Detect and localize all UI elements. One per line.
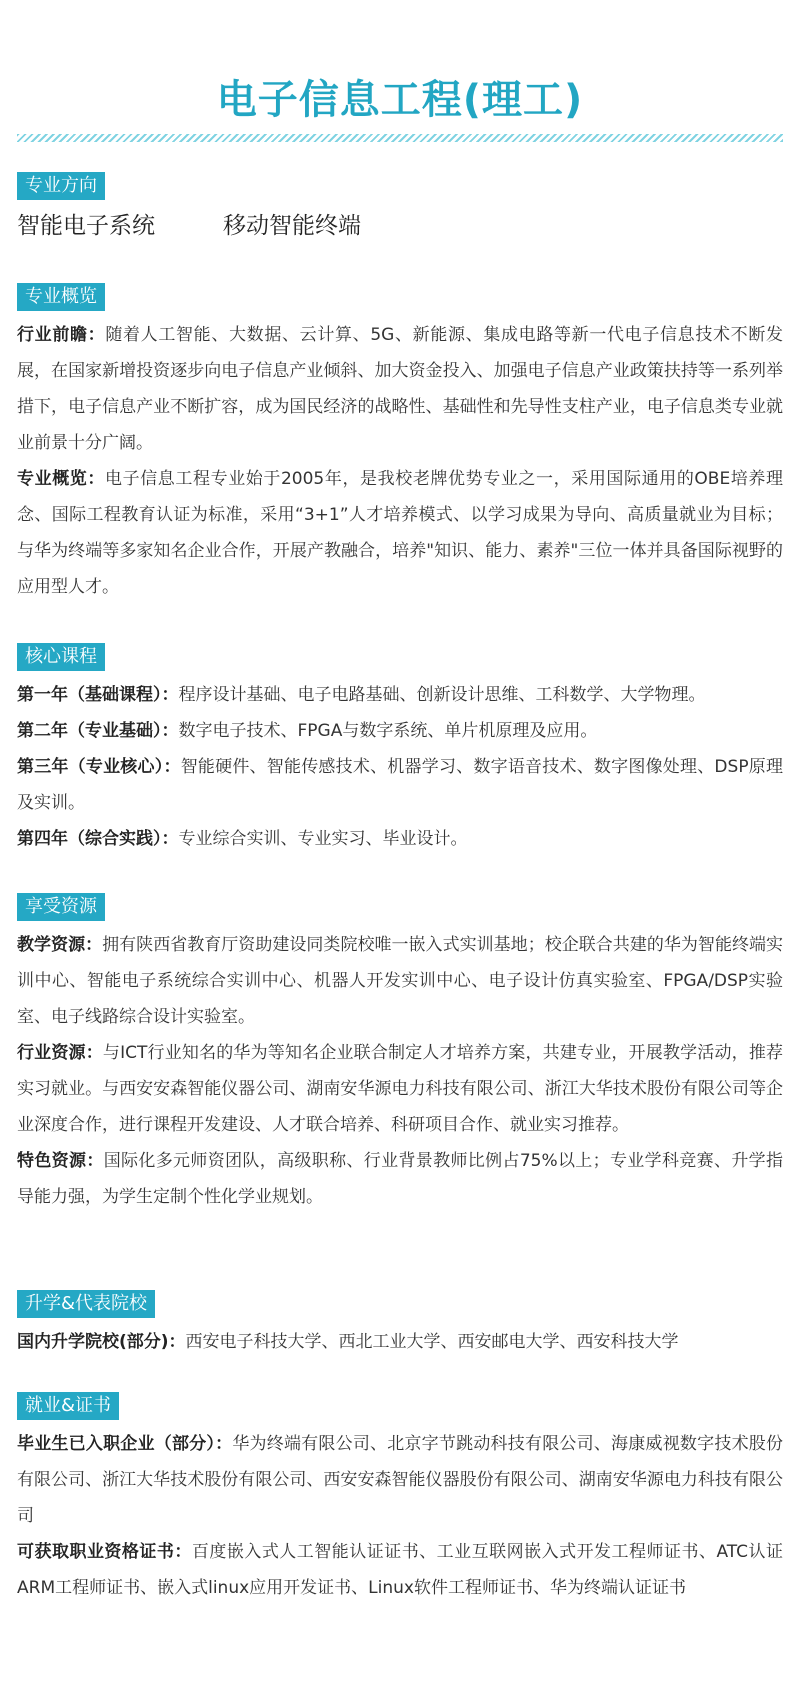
overview-paragraph: [17, 461, 783, 605]
paragraph-label: 毕业生已入职企业（部分）：: [17, 1434, 233, 1454]
title-divider: [17, 134, 783, 142]
paragraph-text: 百度嵌入式人工智能认证证书、工业互联网嵌入式开发工程师证书、ATC认证ARM工程师证书、嵌入式linux应用开发证书、Linux软件工程师证书、华为终端认证证书: [17, 1542, 784, 1598]
course-year: [17, 749, 783, 821]
page-title: 电子信息工程(理工): [216, 77, 584, 123]
section-tag-resources: 享受资源: [17, 893, 105, 921]
paragraph-label: 第四年（综合实践）：: [17, 829, 179, 849]
paragraph-label: 第三年（专业核心）：: [17, 757, 181, 777]
paragraph-label: 特色资源：: [17, 1151, 104, 1171]
section-career: [17, 1392, 783, 1606]
paragraph-label: 教学资源：: [17, 935, 103, 955]
paragraph-label: 国内升学院校(部分)：: [17, 1332, 186, 1352]
career-paragraph: [17, 1534, 783, 1606]
section-courses: [17, 643, 783, 857]
paragraph-text: 国际化多元师资团队，高级职称、行业背景教师比例占75%以上；专业学科竞赛、升学指导能力强，为学生定制个性化学业规划。: [17, 1151, 783, 1207]
paragraph-text: 程序设计基础、电子电路基础、创新设计思维、工科数学、大学物理。: [178, 685, 706, 705]
paragraph-label: 第二年（专业基础）：: [17, 721, 179, 741]
paragraph-text: 随着人工智能、大数据、云计算、5G、新能源、集成电路等新一代电子信息技术不断发展，在国家新增投资逐步向电子信息产业倾斜、加大资金投入、加强电子信息产业政策扶持等一系列举措下，电子信息产业不断扩容，成为国民经济的战略性、基础性和先导性支柱产业，电子信息类专业就业前景十分广阔。: [17, 325, 783, 453]
direction-item: 智能电子系统: [17, 213, 155, 239]
section-tag-direction: 专业方向: [17, 172, 105, 200]
section-direction: [17, 172, 783, 242]
paragraph-text: 与ICT行业知名的华为等知名企业联合制定人才培养方案，共建专业，开展教学活动，推荐实习就业。与西安安森智能仪器公司、湖南安华源电力科技有限公司、浙江大华技术股份有限公司等企业深度合作，进行课程开发建设、人才联合培养、科研项目合作、就业实习推荐。: [17, 1043, 783, 1135]
paragraph-label: 第一年（基础课程）：: [17, 685, 179, 705]
direction-item: 移动智能终端: [223, 213, 361, 239]
overview-paragraph: [17, 317, 783, 461]
paragraph-text: 西安电子科技大学、西北工业大学、西安邮电大学、西安科技大学: [185, 1332, 679, 1352]
paragraph-label: 可获取职业资格证书：: [17, 1542, 192, 1562]
paragraph-label: 行业前瞻：: [17, 325, 106, 345]
paragraph-text: 智能硬件、智能传感技术、机器学习、数字语音技术、数字图像处理、DSP原理及实训。: [17, 757, 784, 813]
course-year: [17, 677, 783, 713]
section-further-study: [17, 1290, 783, 1360]
section-tag-career: 就业&证书: [17, 1392, 119, 1420]
paragraph-text: 电子信息工程专业始于2005年，是我校老牌优势专业之一，采用国际通用的OBE培养理念、国际工程教育认证为标准，采用“3+1”人才培养模式、以学习成果为导向、高质量就业为目标；与华为终端等多家知名企业合作，开展产教融合，培养"知识、能力、素养"三位一体并具备国际视野的应用型人才。: [17, 469, 784, 597]
course-year: [17, 821, 783, 857]
career-paragraph: [17, 1426, 783, 1534]
resource-paragraph: [17, 1143, 783, 1215]
paragraph-text: 数字电子技术、FPGA与数字系统、单片机原理及应用。: [178, 721, 598, 741]
further-study-paragraph: [17, 1324, 783, 1360]
section-tag-courses: 核心课程: [17, 643, 105, 671]
course-year: [17, 713, 783, 749]
section-resources: [17, 893, 783, 1215]
resource-paragraph: [17, 1035, 783, 1143]
section-tag-overview: 专业概览: [17, 283, 105, 311]
direction-list: [17, 210, 783, 242]
resource-paragraph: [17, 927, 783, 1035]
paragraph-text: 专业综合实训、专业实习、毕业设计。: [178, 829, 468, 849]
section-overview: [17, 283, 783, 605]
paragraph-text: 华为终端有限公司、北京字节跳动科技有限公司、海康威视数字技术股份有限公司、浙江大华技术股份有限公司、西安安森智能仪器股份有限公司、湖南安华源电力科技有限公司: [17, 1434, 784, 1526]
paragraph-text: 拥有陕西省教育厅资助建设同类院校唯一嵌入式实训基地；校企联合共建的华为智能终端实训中心、智能电子系统综合实训中心、机器人开发实训中心、电子设计仿真实验室、FPGA/DSP实验室、电子线路综合设计实验室。: [17, 935, 784, 1027]
section-tag-further-study: 升学&代表院校: [17, 1290, 155, 1318]
paragraph-label: 行业资源：: [17, 1043, 103, 1063]
paragraph-label: 专业概览：: [17, 469, 105, 489]
